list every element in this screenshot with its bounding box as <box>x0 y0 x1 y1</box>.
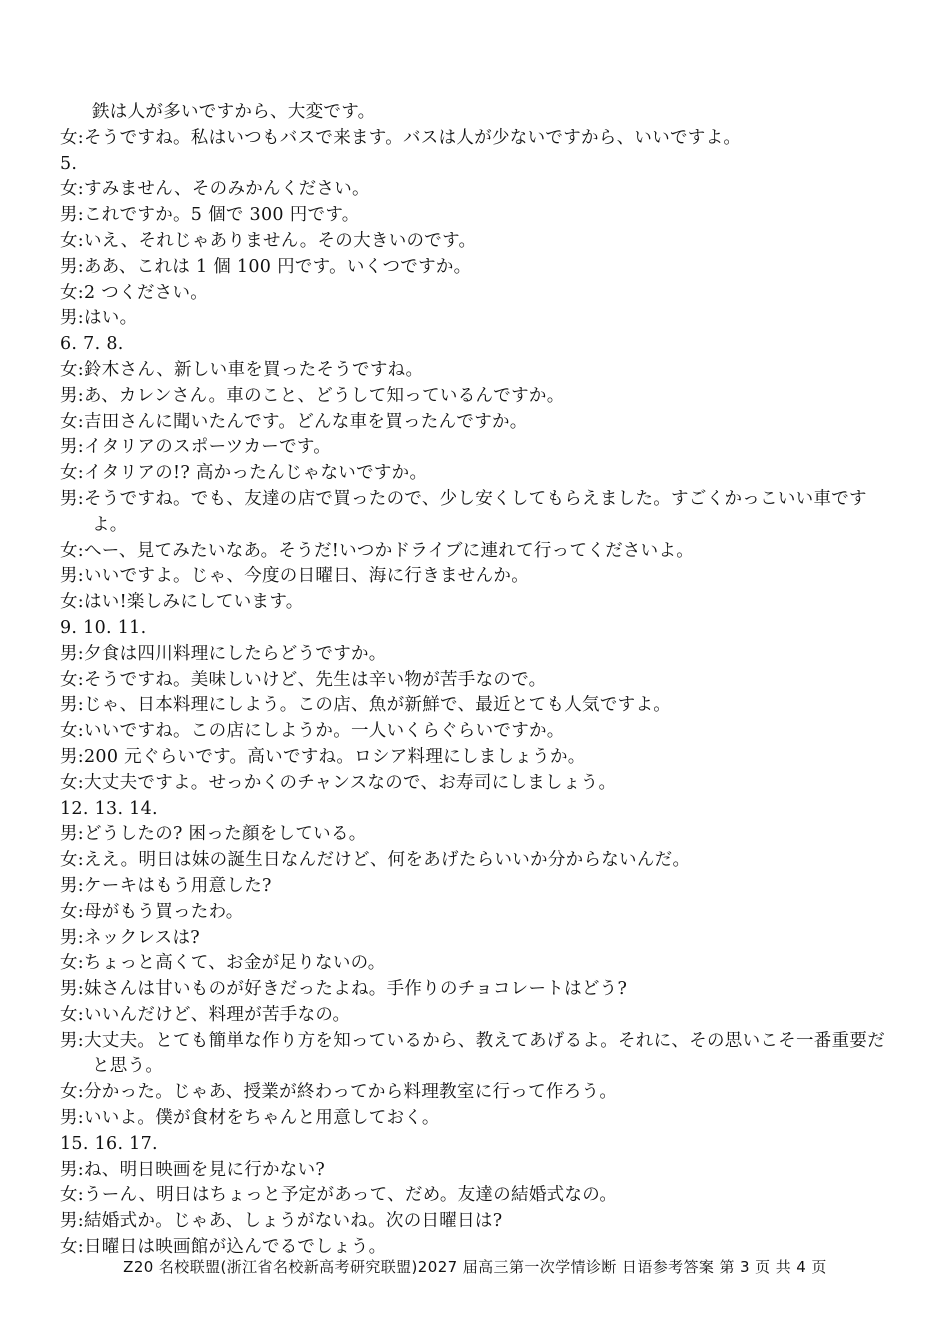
transcript-line: 男:どうしたの? 困った顔をしている。 <box>60 824 367 845</box>
transcript-line: 男:ね、明日映画を見に行かない? <box>60 1159 326 1180</box>
transcript-line: 女:すみません、そのみかんください。 <box>60 179 370 200</box>
transcript-line: 男:はい。 <box>60 308 138 329</box>
transcript-line: 女:ええ。明日は妹の誕生日なんだけど、何をあげたらいいか分からないんだ。 <box>60 850 691 871</box>
transcript-line: 女:2 つください。 <box>60 282 209 303</box>
transcript-line: 女:吉田さんに聞いたんです。どんな車を買ったんですか。 <box>60 411 528 432</box>
transcript-line: 女:そうですね。私はいつもバスで来ます。バスは人が少ないですから、いいですよ。 <box>60 127 742 148</box>
transcript-line: 男:これですか。5 個で 300 円です。 <box>60 205 360 226</box>
transcript-line: 男:じゃ、日本料理にしよう。この店、魚が新鮮で、最近とても人気ですよ。 <box>60 695 672 716</box>
transcript-line: 男:イタリアのスポーツカーです。 <box>60 437 332 458</box>
transcript-line: 男:いいですよ。じゃ、今度の日曜日、海に行きませんか。 <box>60 566 529 587</box>
transcript-line: 女:はい!楽しみにしています。 <box>60 592 304 613</box>
transcript-line: 鉄は人が多いですから、大変です。 <box>92 102 376 122</box>
section-number: 15. 16. 17. <box>60 1133 158 1154</box>
section-number: 12. 13. 14. <box>60 798 158 819</box>
transcript-line: 女:ちょっと高くて、お金が足りないの。 <box>60 953 386 974</box>
transcript-line: 女:いえ、それじゃありません。その大きいのです。 <box>60 230 477 251</box>
transcript-line: 女:うーん、明日はちょっと予定があって、だめ。友達の結婚式なの。 <box>60 1185 618 1206</box>
transcript-line: 男:ケーキはもう用意した? <box>60 875 272 896</box>
transcript-line: 女:日曜日は映画館が込んでるでしょう。 <box>60 1237 387 1258</box>
transcript-line: 女:イタリアの!? 高かったんじゃないですか。 <box>60 463 428 484</box>
transcript-line: 男:200 元ぐらいです。高いですね。ロシア料理にしましょうか。 <box>60 746 586 767</box>
transcript-line: 男:夕食は四川料理にしたらどうですか。 <box>60 643 387 664</box>
transcript-body <box>60 100 890 1261</box>
transcript-line: 女:そうですね。美味しいけど、先生は辛い物が苦手なので。 <box>60 669 547 690</box>
transcript-line: 女:鈴木さん、新しい車を買ったそうですね。 <box>60 359 424 380</box>
transcript-line: 男:あ、カレンさん。車のこと、どうして知っているんですか。 <box>60 385 565 406</box>
transcript-line: 女:大丈夫ですよ。せっかくのチャンスなので、お寿司にしましょう。 <box>60 772 617 793</box>
transcript-line: 女:いいですね。この店にしようか。一人いくらぐらいですか。 <box>60 721 565 742</box>
transcript-line: 男:妹さんは甘いものが好きだったよね。手作りのチョコレートはどう? <box>60 979 628 1000</box>
section-number: 6. 7. 8. <box>60 334 124 355</box>
transcript-line: 男:いいよ。僕が食材をちゃんと用意しておく。 <box>60 1108 440 1129</box>
transcript-line: 男:そうですね。でも、友達の店で買ったので、少し安くしてもらえました。すごくかっこいい車ですよ。 <box>60 488 867 535</box>
page-footer: Z20 名校联盟(浙江省名校新高考研究联盟)2027 届高三第一次学情诊断 日语参考答案 第 3 页 共 4 页 <box>123 1258 827 1276</box>
section-number: 9. 10. 11. <box>60 617 147 638</box>
transcript-line: 女:母がもう買ったわ。 <box>60 901 244 922</box>
section-number: 5. <box>60 153 78 174</box>
transcript-line: 男:ああ、これは 1 個 100 円です。いくつですか。 <box>60 256 472 277</box>
transcript-line: 男:結婚式か。じゃあ、しょうがないね。次の日曜日は? <box>60 1211 503 1232</box>
transcript-line: 女:へー、見てみたいなあ。そうだ!いつかドライブに連れて行ってくださいよ。 <box>60 540 695 561</box>
transcript-line: 男:大丈夫。とても簡単な作り方を知っているから、教えてあげるよ。それに、その思いこそ一番重要だと思う。 <box>60 1030 885 1077</box>
transcript-line: 女:いいんだけど、料理が苦手なの。 <box>60 1004 351 1025</box>
transcript-line: 女:分かった。じゃあ、授業が終わってから料理教室に行って作ろう。 <box>60 1082 618 1103</box>
transcript-line: 男:ネックレスは? <box>60 927 200 948</box>
